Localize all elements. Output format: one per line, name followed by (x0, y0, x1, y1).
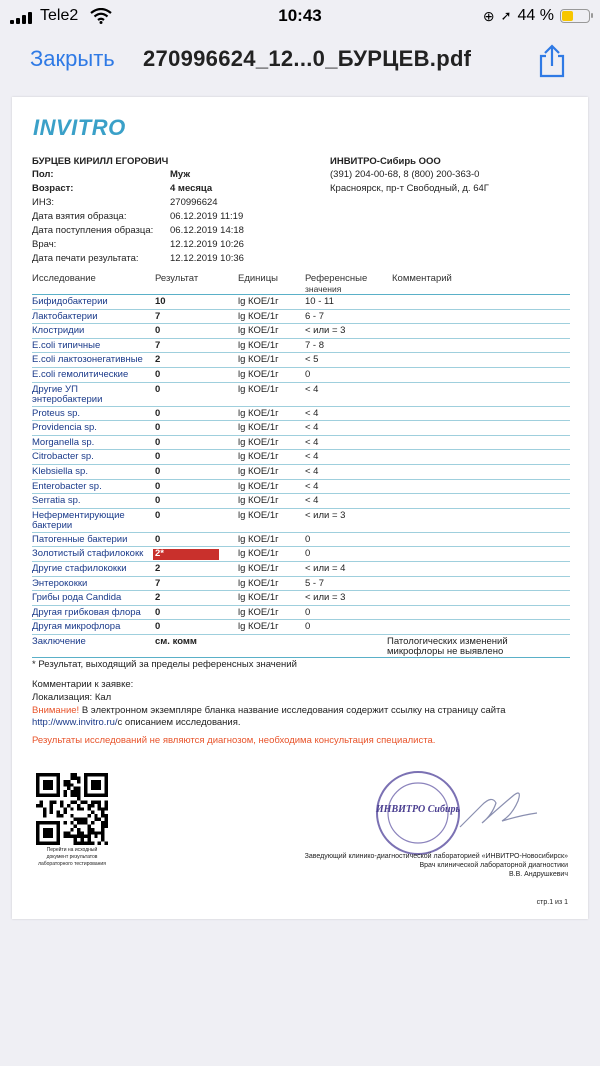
row-test-name[interactable]: Другие УП (32, 383, 78, 395)
row-divider (32, 464, 570, 465)
row-result: 0 (155, 480, 161, 492)
row-divider (32, 338, 570, 339)
conclusion-result: см. комм (155, 636, 197, 647)
row-units: lg КОЕ/1г (238, 325, 279, 337)
row-divider (32, 406, 570, 407)
row-test-name[interactable]: E.coli гемолитические (32, 369, 129, 380)
carrier-name: Tele2 (40, 7, 79, 24)
row-test-name[interactable]: Enterobacter sp. (32, 480, 102, 492)
col-test: Исследование (32, 273, 96, 284)
row-ref: < 4 (305, 495, 319, 507)
row-units: lg КОЕ/1г (238, 422, 279, 434)
row-divider (32, 435, 570, 436)
doctor-value: 12.12.2019 10:26 (170, 239, 244, 250)
row-ref: < или = 3 (305, 325, 346, 337)
row-units: lg КОЕ/1г (238, 407, 279, 419)
invitro-link[interactable]: http://www.invitro.ru/ (32, 717, 118, 728)
age-label: Возраст: (32, 183, 74, 194)
row-ref: 5 - 7 (305, 577, 325, 589)
row-test-name-2[interactable]: энтеробактерии (32, 393, 103, 405)
row-ref: < 4 (305, 422, 319, 434)
row-divider (32, 532, 570, 533)
row-result: 7 (155, 339, 161, 351)
row-test-name[interactable]: Citrobacter sp. (32, 451, 94, 463)
row-divider (32, 479, 570, 480)
row-units: lg КОЕ/1г (238, 436, 279, 448)
row-units: lg КОЕ/1г (238, 466, 279, 477)
row-test-name[interactable]: Proteus sp. (32, 407, 81, 419)
row-divider (32, 546, 570, 547)
row-result: 7 (155, 310, 161, 322)
taken-value: 06.12.2019 11:19 (170, 211, 244, 222)
conclusion-comment-2: микрофлоры не выявлено (387, 646, 504, 657)
clock: 10:43 (278, 6, 322, 25)
row-units: lg КОЕ/1г (238, 577, 279, 589)
qr-code[interactable] (36, 773, 108, 845)
received-value: 06.12.2019 14:18 (170, 225, 244, 236)
row-result: 2 (155, 563, 161, 574)
row-divider (32, 634, 570, 635)
attention-label: Внимание! (32, 705, 80, 716)
battery-percent: 44 % (517, 7, 554, 24)
row-ref: < 4 (305, 436, 319, 448)
col-units: Единицы (238, 273, 279, 284)
row-ref: < 5 (305, 354, 319, 366)
row-divider (32, 576, 570, 577)
row-test-name[interactable]: Morganella sp. (32, 436, 95, 448)
row-divider (32, 309, 570, 310)
col-ref-2: значения (305, 284, 342, 294)
row-test-name-2[interactable]: бактерии (32, 519, 73, 531)
status-bar (0, 0, 600, 32)
stamp-text: ИНВИТРО Сибирь (375, 804, 461, 815)
row-divider (32, 508, 570, 509)
header-divider (32, 294, 570, 295)
row-result: 0 (155, 533, 161, 545)
row-units: lg КОЕ/1г (238, 606, 279, 618)
row-test-name[interactable]: Другая грибковая флора (32, 606, 141, 618)
orientation-lock-icon: ⊕ (482, 7, 495, 24)
lab-address: Красноярск, пр-т Свободный, д. 64Г (330, 183, 489, 194)
row-units: lg КОЕ/1г (238, 451, 279, 463)
row-units: lg КОЕ/1г (238, 383, 279, 395)
row-result: 0 (155, 606, 161, 618)
row-result: 10 (155, 296, 166, 307)
conclusion-label: Заключение (32, 636, 86, 647)
row-ref: < 4 (305, 466, 319, 477)
row-ref: < или = 3 (305, 592, 346, 604)
row-units: lg КОЕ/1г (238, 296, 279, 307)
pdf-page[interactable] (12, 97, 588, 919)
row-test-name[interactable]: Патогенные бактерии (32, 533, 128, 545)
patient-name: БУРЦЕВ КИРИЛЛ ЕГОРОВИЧ (32, 156, 169, 167)
lab-name: ИНВИТРО-Сибирь ООО (330, 156, 441, 167)
row-divider (32, 420, 570, 421)
signer-3: В.В. Андрушкевич (508, 871, 568, 878)
row-ref: < 4 (305, 407, 319, 419)
col-comment: Комментарий (392, 273, 452, 284)
row-divider (32, 449, 570, 450)
row-test-name[interactable]: E.coli типичные (32, 339, 101, 351)
row-result: 0 (155, 369, 161, 380)
row-ref: 0 (305, 533, 311, 545)
row-test-name[interactable]: Другие стафилококки (32, 563, 127, 574)
row-units: lg КОЕ/1г (238, 533, 279, 545)
row-ref: 0 (305, 548, 311, 560)
attention-line (32, 705, 506, 716)
row-test-name[interactable]: Клостридии (32, 325, 85, 337)
row-result: 2* (155, 548, 164, 560)
battery-icon (560, 9, 590, 23)
navigation-bar (0, 32, 600, 92)
row-result: 2 (155, 354, 161, 366)
row-test-name[interactable]: Энтерококки (32, 577, 88, 589)
row-test-name[interactable]: Другая микрофлора (32, 621, 121, 633)
inz-label: ИНЗ: (32, 197, 55, 208)
row-units: lg КОЕ/1г (238, 310, 279, 322)
row-divider (32, 382, 570, 383)
row-units: lg КОЕ/1г (238, 369, 279, 380)
row-divider (32, 619, 570, 620)
status-right (483, 7, 590, 25)
row-test-name[interactable]: Бифидобактерии (32, 296, 108, 307)
row-test-name[interactable]: Неферментирующие (32, 509, 125, 521)
row-result: 0 (155, 466, 161, 477)
row-test-name[interactable]: Лактобактерии (32, 310, 98, 322)
row-test-name[interactable]: Klebsiella sp. (32, 466, 88, 477)
page-number: стр.1 из 1 (536, 899, 568, 906)
row-result: 2 (155, 592, 161, 604)
row-units: lg КОЕ/1г (238, 495, 279, 507)
row-units: lg КОЕ/1г (238, 509, 279, 521)
row-test-name[interactable]: E.coli лактозонегативные (32, 354, 143, 366)
taken-label: Дата взятия образца: (32, 211, 127, 222)
row-divider (32, 323, 570, 324)
col-ref: Референсные (305, 273, 368, 284)
doctor-label: Врач: (32, 239, 57, 250)
row-ref: 0 (305, 606, 311, 618)
qr-caption-2: документ результатов (46, 854, 98, 860)
qr-caption-3: лабораторного тестирования (38, 861, 106, 867)
comments-label: Комментарии к заявке: (32, 679, 134, 690)
table-end-divider (32, 657, 570, 658)
signer-1: Заведующий клинико-диагностической лабораторией «ИНВИТРО-Новосибирск» (304, 853, 568, 860)
row-ref: < 4 (305, 451, 319, 463)
row-units: lg КОЕ/1г (238, 548, 279, 560)
row-units: lg КОЕ/1г (238, 339, 279, 351)
close-button[interactable]: Закрыть (30, 46, 115, 71)
row-result: 0 (155, 407, 161, 419)
conclusion-comment-1: Патологических изменений (387, 636, 508, 647)
row-result: 0 (155, 422, 161, 434)
row-ref: 7 - 8 (305, 339, 325, 351)
footnote: * Результат, выходящий за пределы референсных значений (32, 659, 297, 670)
row-divider (32, 352, 570, 353)
share-icon[interactable] (536, 44, 568, 78)
signature (452, 785, 542, 835)
row-divider (32, 590, 570, 591)
row-divider (32, 561, 570, 562)
lab-phones: (391) 204-00-68, 8 (800) 200-363-0 (330, 169, 480, 180)
row-test-name[interactable]: Грибы рода Candida (32, 592, 122, 604)
row-test-name[interactable]: Serratia sp. (32, 495, 81, 507)
row-result: 0 (155, 495, 161, 507)
row-result: 0 (155, 383, 161, 395)
row-ref: < или = 3 (305, 509, 346, 521)
document-title: 270996624_12...0_БУРЦЕВ.pdf (143, 46, 472, 71)
row-result: 7 (155, 577, 161, 589)
disclaimer: Результаты исследований не являются диагнозом, необходима консультация специалиста. (32, 735, 436, 746)
row-divider (32, 493, 570, 494)
row-test-name[interactable]: Providencia sp. (32, 422, 97, 434)
invitro-logo: INVITRO (33, 115, 126, 140)
row-ref: 0 (305, 621, 311, 633)
received-label: Дата поступления образца: (32, 225, 154, 236)
row-units: lg КОЕ/1г (238, 480, 279, 492)
location-icon: ➚ (500, 8, 512, 23)
row-ref: 10 - 11 (305, 296, 334, 307)
inz-value: 270996624 (170, 197, 218, 208)
row-ref: < 4 (305, 480, 319, 492)
lab-stamp (374, 769, 462, 857)
row-ref: < 4 (305, 383, 319, 395)
sex-value: Муж (170, 169, 191, 180)
row-units: lg КОЕ/1г (238, 592, 279, 604)
row-ref: 6 - 7 (305, 310, 325, 322)
row-result: 0 (155, 436, 161, 448)
attention-tail: с описанием исследования. (117, 717, 241, 728)
row-divider (32, 367, 570, 368)
row-ref: < или = 4 (305, 563, 346, 574)
col-result: Результат (155, 273, 199, 284)
row-units: lg КОЕ/1г (238, 563, 279, 574)
signer-2: Врач клинической лабораторной диагностики (419, 862, 568, 869)
qr-caption-1: Перейти на исходный (46, 847, 98, 853)
row-divider (32, 605, 570, 606)
printed-label: Дата печати результата: (32, 253, 139, 264)
row-test-name[interactable]: Золотистый стафилококк (32, 548, 144, 560)
attention-text: В электронном экземпляре бланка название исследования содержит ссылку на страницу сайта (79, 705, 506, 716)
row-result: 0 (155, 509, 161, 521)
localization: Локализация: Кал (32, 692, 112, 703)
attention-line-2 (32, 717, 241, 728)
printed-value: 12.12.2019 10:36 (170, 253, 244, 264)
row-units: lg КОЕ/1г (238, 621, 279, 633)
row-ref: 0 (305, 369, 311, 380)
row-result: 0 (155, 451, 161, 463)
age-value: 4 месяца (170, 183, 213, 194)
row-units: lg КОЕ/1г (238, 354, 279, 366)
sex-label: Пол: (32, 169, 54, 180)
row-result: 0 (155, 325, 161, 337)
row-result: 0 (155, 621, 161, 633)
